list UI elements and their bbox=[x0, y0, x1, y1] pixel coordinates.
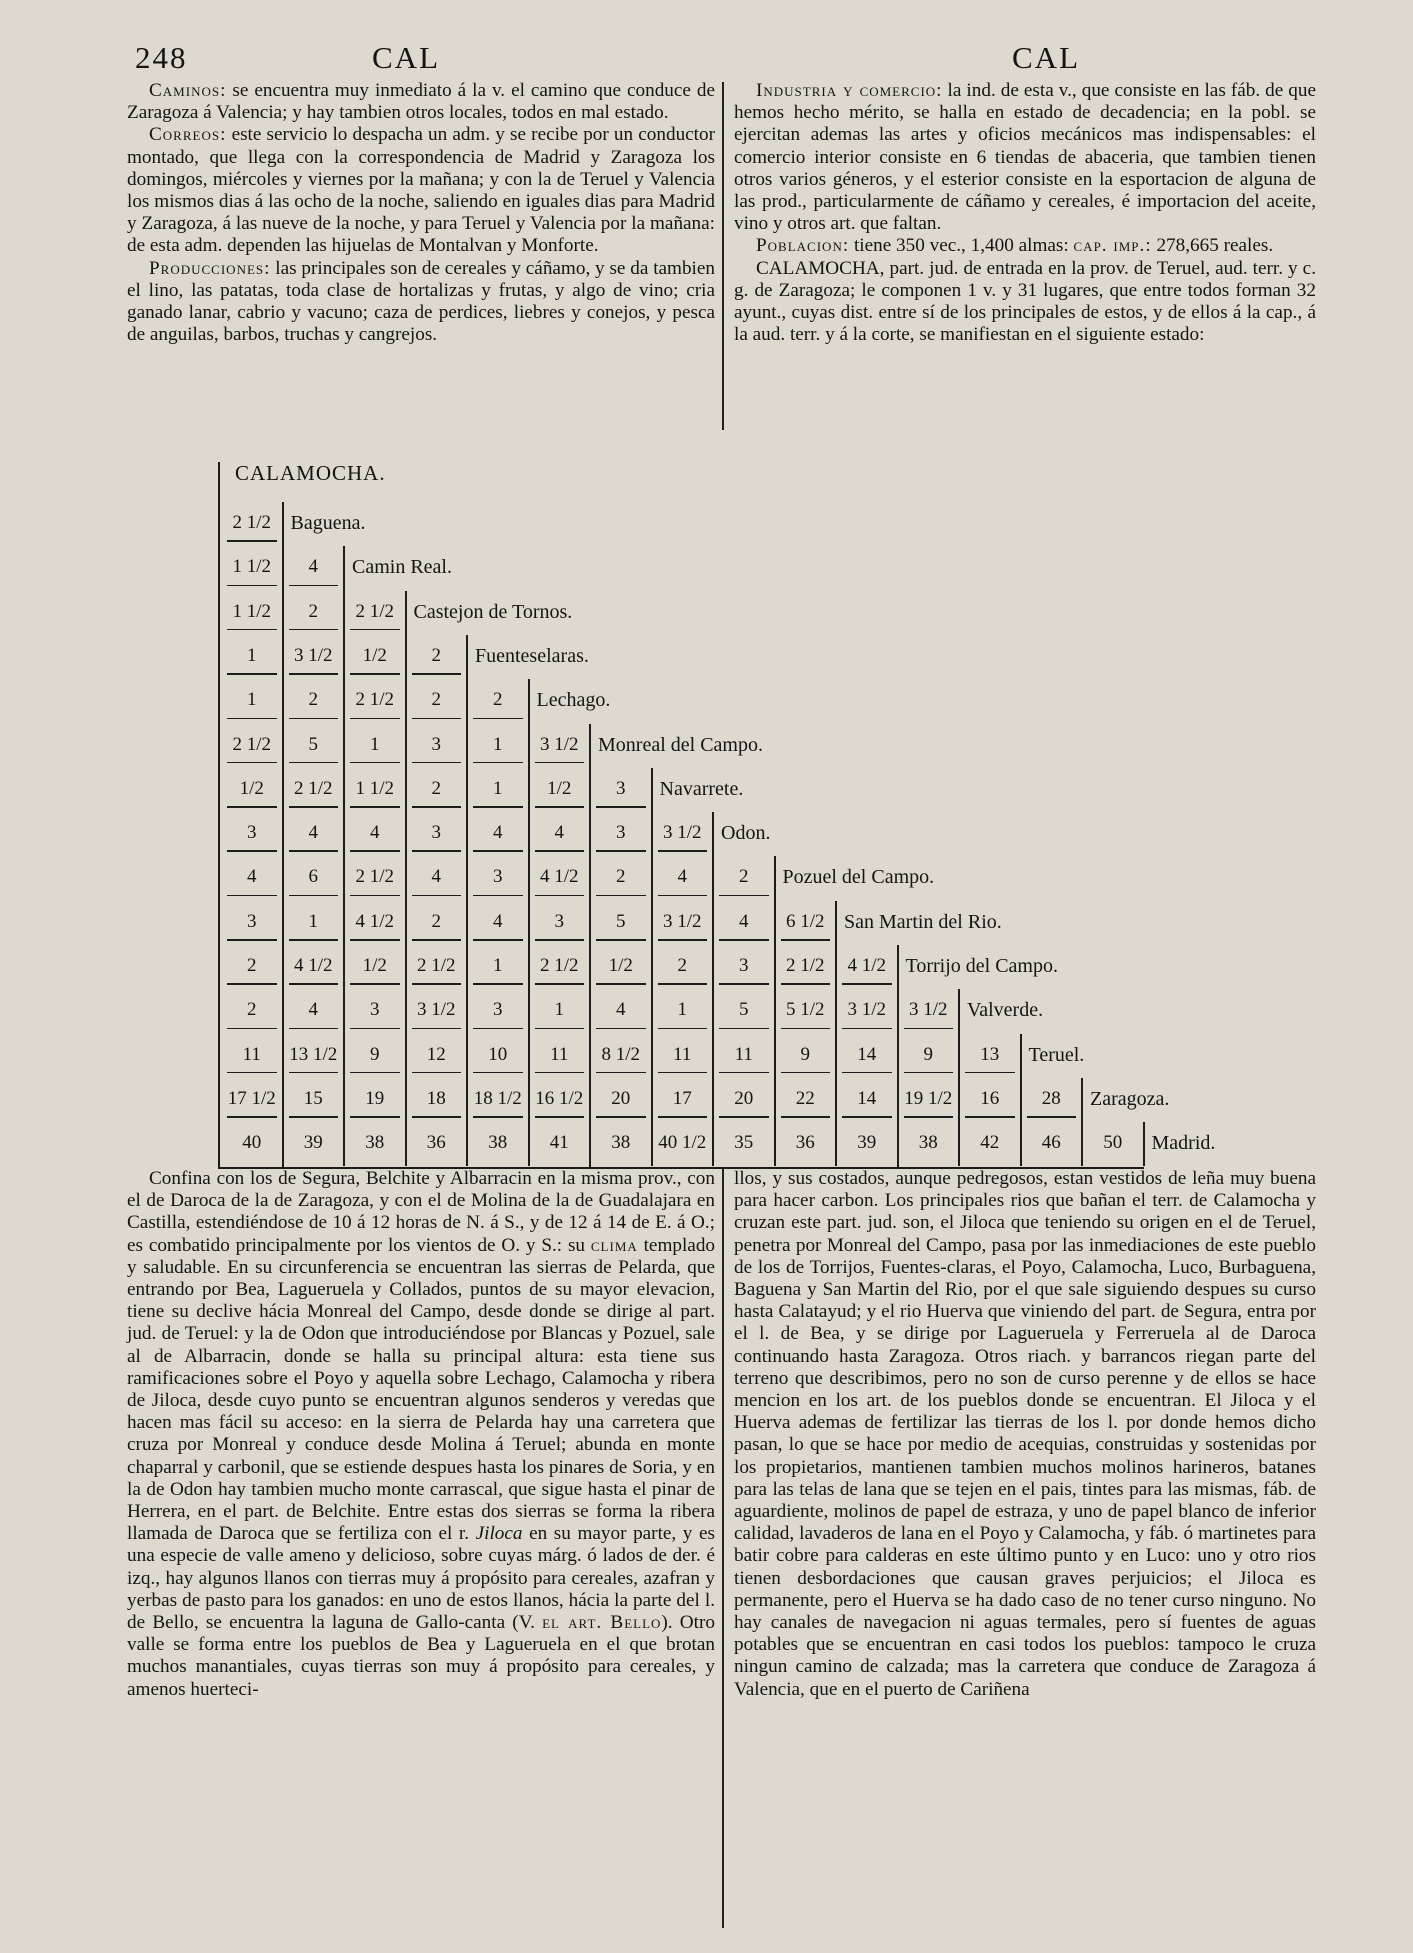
table-cell-rule bbox=[412, 895, 462, 897]
column-top-right bbox=[734, 80, 1316, 346]
table-cell: 4 bbox=[739, 910, 749, 932]
table-cell: 2 1/2 bbox=[539, 955, 579, 976]
table-cell-rule bbox=[535, 762, 585, 764]
table-cell: 9 bbox=[370, 1043, 380, 1065]
table-cell: 1 bbox=[493, 955, 503, 976]
paragraph-calamocha bbox=[734, 258, 1316, 347]
table-step-rule bbox=[712, 812, 714, 1166]
text-correos: este servicio lo despacha un adm. y se recibe por un conductor montado, que llega con la correspondencia de Madrid y Zaragoza los domingos, miércoles y viernes por la mañana; y con la de Teruel y Valencia los mismos dias á las ocho de la noche, saliendo en iguales dias para Madrid y Zaragoza, á las nueve de la noche, y para Teruel y Valencia por la mañana: de esta adm. dependen las hijuelas de Montalvan y Monforte. bbox=[127, 124, 715, 257]
table-cell-rule bbox=[473, 718, 523, 720]
table-cell: 3 1/2 bbox=[539, 733, 579, 755]
table-cell: 2 bbox=[308, 689, 318, 711]
table-cell-rule bbox=[227, 850, 277, 852]
table-cell: 2 bbox=[247, 999, 257, 1021]
table-cell-rule bbox=[227, 1028, 277, 1030]
table-cell-rule bbox=[535, 895, 585, 897]
table-cell: 3 bbox=[493, 866, 503, 888]
table-cell-rule bbox=[473, 939, 523, 941]
table-cell-rule bbox=[350, 1116, 400, 1118]
table-cell-rule bbox=[535, 939, 585, 941]
label-art-bello: el art. Bello bbox=[542, 1612, 662, 1634]
table-cell-rule bbox=[227, 540, 277, 542]
table-cell: 1 bbox=[308, 910, 318, 932]
table-cell-rule bbox=[350, 1072, 400, 1074]
table-cell: 4 1/2 bbox=[539, 866, 579, 888]
table-cell: 2 1/2 bbox=[232, 733, 272, 755]
table-cell: 3 bbox=[739, 955, 749, 976]
table-cell-rule bbox=[596, 939, 646, 941]
table-cell-rule bbox=[658, 1116, 708, 1118]
table-cell: 1 bbox=[493, 733, 503, 755]
table-cell: 3 bbox=[554, 910, 564, 932]
table-cell: 10 bbox=[488, 1043, 508, 1065]
table-cell: 16 bbox=[980, 1087, 1000, 1109]
table-cell: 4 bbox=[247, 866, 257, 888]
table-cell: 3 1/2 bbox=[662, 822, 702, 844]
table-cell: 5 bbox=[616, 910, 626, 932]
table-cell: 1 bbox=[677, 999, 687, 1021]
table-place-name: Valverde. bbox=[967, 999, 1044, 1022]
label-producciones: Producciones: bbox=[149, 257, 271, 279]
paragraph-rios bbox=[734, 1168, 1316, 1701]
table-cell: 41 bbox=[549, 1132, 569, 1154]
table-cell: 1 bbox=[370, 733, 380, 755]
table-cell-rule bbox=[412, 1028, 462, 1030]
label-correos: Correos: bbox=[149, 124, 227, 146]
table-cell: 11 bbox=[734, 1043, 753, 1065]
table-cell-rule bbox=[227, 983, 277, 985]
table-step-rule bbox=[466, 635, 468, 1167]
table-cell: 22 bbox=[795, 1087, 815, 1109]
table-cell-rule bbox=[719, 1072, 769, 1074]
table-cell: 14 bbox=[857, 1043, 877, 1065]
table-cell-rule bbox=[473, 895, 523, 897]
table-cell-rule bbox=[596, 1116, 646, 1118]
table-cell: 4 bbox=[554, 822, 564, 844]
table-cell: 11 bbox=[673, 1043, 692, 1065]
table-cell: 4 bbox=[308, 999, 318, 1021]
table-cell-rule bbox=[781, 1072, 831, 1074]
table-cell-rule bbox=[289, 1072, 339, 1074]
table-cell-rule bbox=[596, 850, 646, 852]
table-cell-rule bbox=[473, 850, 523, 852]
table-cell-rule bbox=[227, 1072, 277, 1074]
table-cell: 50 bbox=[1103, 1132, 1123, 1154]
table-cell: 5 1/2 bbox=[785, 999, 825, 1021]
table-cell: 3 1/2 bbox=[847, 999, 887, 1021]
table-cell: 2 1/2 bbox=[293, 777, 333, 799]
table-cell-rule bbox=[658, 983, 708, 985]
table-cell: 28 bbox=[1041, 1087, 1061, 1109]
table-place-name: Pozuel del Campo. bbox=[782, 866, 935, 889]
table-cell-rule bbox=[289, 895, 339, 897]
table-cell-rule bbox=[535, 806, 585, 808]
table-cell: 17 1/2 bbox=[227, 1087, 276, 1109]
table-cell: 1 bbox=[554, 999, 564, 1021]
table-cell: 3 1/2 bbox=[908, 999, 948, 1021]
table-cell-rule bbox=[289, 585, 339, 587]
table-cell: 2 bbox=[431, 644, 441, 666]
table-cell: 38 bbox=[488, 1132, 508, 1154]
table-place-name: Camin Real. bbox=[352, 556, 452, 579]
label-cap-imp: cap. imp.: bbox=[1073, 235, 1152, 257]
paragraph-producciones bbox=[127, 258, 715, 347]
table-cell: 3 bbox=[247, 822, 257, 844]
table-cell-rule bbox=[719, 1116, 769, 1118]
table-cell: 18 bbox=[426, 1087, 446, 1109]
table-cell: 17 bbox=[672, 1087, 692, 1109]
table-cell: 14 bbox=[857, 1087, 877, 1109]
table-place-name: Monreal del Campo. bbox=[598, 733, 763, 756]
table-cell-rule bbox=[658, 895, 708, 897]
column-top-left bbox=[127, 80, 715, 346]
table-cell: 18 1/2 bbox=[473, 1087, 522, 1109]
table-cell: 36 bbox=[426, 1132, 446, 1154]
table-cell-rule bbox=[350, 673, 400, 675]
table-cell-rule bbox=[412, 939, 462, 941]
table-cell: 40 1/2 bbox=[658, 1132, 707, 1154]
table-cell: 2 bbox=[431, 910, 441, 932]
table-cell: 4 bbox=[308, 556, 318, 578]
table-cell-rule bbox=[719, 895, 769, 897]
text-caminos: se encuentra muy inmediato á la v. el camino que conduce de Zaragoza á Valencia; y hay tambien otros locales, todos en mal estado. bbox=[127, 80, 715, 124]
table-place-name: Castejon de Tornos. bbox=[413, 600, 573, 623]
table-left-rule bbox=[218, 462, 220, 1169]
table-cell: 1/2 bbox=[362, 644, 387, 666]
table-cell: 1 1/2 bbox=[232, 556, 272, 578]
table-cell-rule bbox=[842, 983, 892, 985]
text-producciones: las principales son de cereales y cáñamo, y se da tambien el lino, las patatas, toda clase de hortalizas y frutas, y algo de vino; cria ganado lanar, cabrio y vacuno; caza de perdices, liebres y conejos, y pesca de anguilas, barbos, truchas y cangrejos. bbox=[127, 257, 715, 346]
table-cell: 4 bbox=[308, 822, 318, 844]
table-cell-rule bbox=[289, 673, 339, 675]
table-cell-rule bbox=[842, 1116, 892, 1118]
table-cell: 2 1/2 bbox=[785, 955, 825, 976]
table-cell: 46 bbox=[1041, 1132, 1061, 1154]
table-cell: 9 bbox=[800, 1043, 810, 1065]
table-cell: 1/2 bbox=[608, 955, 633, 976]
table-cell-rule bbox=[535, 1116, 585, 1118]
paragraph-caminos bbox=[127, 80, 715, 124]
table-cell-rule bbox=[350, 939, 400, 941]
table-cell: 3 bbox=[370, 999, 380, 1021]
table-cell-rule bbox=[227, 629, 277, 631]
table-cell: 40 bbox=[242, 1132, 262, 1154]
table-cell: 1 bbox=[247, 644, 257, 666]
table-cell: 2 bbox=[431, 689, 441, 711]
table-cell-rule bbox=[473, 1072, 523, 1074]
table-cell-rule bbox=[1027, 1116, 1077, 1118]
label-clima: clima bbox=[590, 1234, 638, 1256]
table-place-name: Odon. bbox=[721, 822, 771, 845]
table-cell-rule bbox=[596, 806, 646, 808]
table-cell-rule bbox=[350, 629, 400, 631]
text-bello: ). Otro valle se forma entre los pueblos de Bea y Lagueruela en el que brotan muchos manantiales, cuyas tierras son muy á propósito para cereales, y amenos huerteci- bbox=[127, 1612, 715, 1700]
table-cell-rule bbox=[719, 1028, 769, 1030]
table-cell: 3 1/2 bbox=[416, 999, 456, 1021]
table-cell: 3 bbox=[431, 733, 441, 755]
table-cell: 1/2 bbox=[547, 777, 572, 799]
table-cell: 4 bbox=[493, 910, 503, 932]
table-cell: 3 bbox=[616, 777, 626, 799]
table-cell: 3 bbox=[616, 822, 626, 844]
label-industria: Industria y comercio: bbox=[756, 80, 943, 101]
table-cell-rule bbox=[350, 1028, 400, 1030]
table-cell: 6 bbox=[308, 866, 318, 888]
table-cell: 38 bbox=[365, 1132, 385, 1154]
table-cell: 38 bbox=[918, 1132, 938, 1154]
table-cell-rule bbox=[350, 895, 400, 897]
table-cell: 2 bbox=[493, 689, 503, 711]
table-cell: 1/2 bbox=[239, 777, 264, 799]
table-cell: 20 bbox=[734, 1087, 754, 1109]
table-cell: 3 bbox=[431, 822, 441, 844]
text-jiloca: en su mayor parte, y es una especie de valle ameno y delicioso, sobre cuyas márg. ó lados de der. é izq., hay algunos llanos con tierras muy á propósito para cereales, azafran y yerbas de pasto para los ganados: en uno de estos llanos, hácia la parte del l. de Bello, se encuentra la laguna de Gallo-canta (V. bbox=[127, 1523, 715, 1634]
table-cell-rule bbox=[289, 850, 339, 852]
table-cell-rule bbox=[350, 850, 400, 852]
table-cell: 4 bbox=[677, 866, 687, 888]
table-cell: 8 1/2 bbox=[601, 1043, 641, 1065]
label-caminos: Caminos: bbox=[149, 80, 227, 101]
table-cell: 39 bbox=[303, 1132, 323, 1154]
table-cell: 6 1/2 bbox=[785, 910, 825, 932]
table-cell-rule bbox=[473, 1028, 523, 1030]
table-cell: 19 bbox=[365, 1087, 385, 1109]
table-cell-rule bbox=[412, 673, 462, 675]
table-place-name: Zaragoza. bbox=[1090, 1087, 1170, 1110]
table-cell: 2 bbox=[739, 866, 749, 888]
table-cell: 35 bbox=[734, 1132, 754, 1154]
table-cell-rule bbox=[535, 1028, 585, 1030]
table-cell-rule bbox=[289, 983, 339, 985]
table-cell: 2 1/2 bbox=[355, 600, 395, 622]
table-cell-rule bbox=[842, 1072, 892, 1074]
table-cell: 5 bbox=[739, 999, 749, 1021]
table-cell-rule bbox=[842, 1028, 892, 1030]
table-cell: 1 1/2 bbox=[232, 600, 272, 622]
table-cell: 3 bbox=[493, 999, 503, 1021]
table-cell: 1 bbox=[247, 689, 257, 711]
table-cell: 3 bbox=[247, 910, 257, 932]
table-cell-rule bbox=[227, 806, 277, 808]
table-step-rule bbox=[343, 546, 345, 1166]
table-cell-rule bbox=[227, 762, 277, 764]
text-confina: Confina con los de Segura, Belchite y Albarracin en la misma prov., con el de Daroca de la de Zaragoza, y con el de Molina de la de Guadalajara en Castilla, estendiéndose de 10 á 12 horas de N. á S., y de 12 á 14 de E. á O.; es combatido principalmente por los vientos de O. y S.: su bbox=[127, 1168, 715, 1256]
table-cell-rule bbox=[227, 718, 277, 720]
table-cell-rule bbox=[658, 1072, 708, 1074]
table-cell-rule bbox=[904, 1028, 954, 1030]
table-cell: 2 bbox=[677, 955, 687, 976]
column-divider-top bbox=[722, 82, 724, 430]
table-cell: 38 bbox=[611, 1132, 631, 1154]
table-cell: 2 bbox=[247, 955, 257, 976]
paragraph-confina bbox=[127, 1168, 715, 1701]
table-cell: 11 bbox=[550, 1043, 569, 1065]
table-cell-rule bbox=[289, 1028, 339, 1030]
table-cell-rule bbox=[227, 673, 277, 675]
table-cell-rule bbox=[965, 1116, 1015, 1118]
table-cell-rule bbox=[412, 1116, 462, 1118]
table-cell-rule bbox=[658, 939, 708, 941]
table-cell-rule bbox=[596, 895, 646, 897]
table-place-name: Baguena. bbox=[290, 512, 366, 534]
table-cell: 3 1/2 bbox=[662, 910, 702, 932]
text-clima: templado y saludable. En su circunferencia se encuentran las sierras de Pelarda, que entrando por Bea, Lagueruela y Collados, puntos de su mayor elevacion, tiene su declive hácia Monreal del Campo, desde donde se dirige al part. jud. de Teruel: y la de Odon que introduciéndose por Blancas y Pozuel, sale al de Albarracin, donde se halla su principal altura: esta tiene sus ramificaciones sobre el Poyo y aquella sobre Lechago, Calamocha y ribera de Jiloca, desde cuyo punto se encuentran algunos senderos y veredas que hacen mas fácil su acceso: en la sierra de Pelarda hay una carretera que cruza por Monreal y conduce desde Molina á Teruel; abunda en monte chaparral y carbonil, que se estiende despues hasta los pinares de Soria, y en la de Odon hay tambien mucho monte carrascal, que sigue hasta el pinar de Herrera, en el part. de Belchite. Entre estas dos sierras se forma la ribera llamada de Daroca que se fertiliza con el r. bbox=[127, 1234, 716, 1545]
table-cell-rule bbox=[289, 629, 339, 631]
table-place-name: Fuenteselaras. bbox=[475, 644, 589, 667]
table-cell-rule bbox=[781, 1028, 831, 1030]
table-cell: 5 bbox=[308, 733, 318, 755]
table-cell-rule bbox=[473, 806, 523, 808]
table-cell: 15 bbox=[303, 1087, 323, 1109]
table-cell-rule bbox=[289, 806, 339, 808]
table-cell: 16 1/2 bbox=[535, 1087, 584, 1109]
paragraph-industria bbox=[734, 80, 1316, 235]
table-place-name: Lechago. bbox=[536, 689, 611, 712]
table-place-name: Torrijo del Campo. bbox=[905, 955, 1058, 977]
table-cell-rule bbox=[535, 850, 585, 852]
table-cell: 1 1/2 bbox=[355, 777, 395, 799]
label-poblacion: Poblacion: bbox=[756, 235, 850, 257]
table-cell-rule bbox=[350, 983, 400, 985]
running-head-right: CAL bbox=[1012, 40, 1080, 75]
table-cell-rule bbox=[289, 718, 339, 720]
table-cell: 4 1/2 bbox=[293, 955, 333, 976]
text-rios: llos, y sus costados, aunque pedregosos, estan vestidos de leña muy buena para hacer carbon. Los principales rios que bañan el terr. de Calamocha y cruzan este part. jud. son, el Jiloca que teniendo su origen en el de Teruel, penetra por Monreal del Campo, pasa por las inmediaciones de este pueblo de los de Torrijos, Fuentes-claras, el Poyo, Calamocha, Luco, Burbaguena, Baguena y San Martin del Rio, por el que sale siguiendo despues su curso hasta Calatayud; y el rio Huerva que viniendo del part. de Segura, entra por el l. de Bea, y se dirige por Lagueruela y Ferreruela al de Daroca continuando hasta Zaragoza. Otros riach. y barrancos riegan parte del terreno que describimos, pero no son de curso perenne y de ellos se hace mencion en los art. de los pueblos donde se encuentran. El Jiloca y el Huerva ademas de fertilizar las tierras de los l. por donde hemos dicho pasan, lo que se hace por medio de acequias, construidas y sostenidas por los propietarios, mantienen tambien muchos molinos harineros, batanes para las telas de lana que se tejen en el pais, tintes para las mismas, fáb. de aguardiente, molinos de papel de estraza, y uno de papel blanco de inferior calidad, lavaderos de lana en el Poyo y Calamocha, y fáb. ó martinetes para batir cobre para calderas en este último punto y en Luco: uno y otro rios tienen desbordaciones que causan graves perjuicios; el Jiloca es permanente, pero el Huerva se ha dado caso de no tener curso ninguno. No hay canales de navegacion ni aguas termales, pero sí fuentes de aguas potables que se encuentran en casi todos los pueblos: tampoco le cruza ningun camino de calzada; mas la carretera que conduce de Zaragoza á Valencia, que en el puerto de Cariñena bbox=[734, 1168, 1316, 1700]
table-cell-rule bbox=[412, 1072, 462, 1074]
table-step-rule bbox=[835, 901, 837, 1167]
table-place-name: Madrid. bbox=[1151, 1132, 1216, 1155]
table-place-name: Teruel. bbox=[1028, 1043, 1085, 1066]
table-cell: 3 1/2 bbox=[293, 644, 333, 666]
table-cell: 19 1/2 bbox=[904, 1087, 953, 1109]
table-cell-rule bbox=[473, 762, 523, 764]
table-cell-rule bbox=[350, 806, 400, 808]
table-cell-rule bbox=[350, 718, 400, 720]
table-cell-rule bbox=[227, 1116, 277, 1118]
table-cell-rule bbox=[535, 983, 585, 985]
text-calamocha: CALAMOCHA, part. jud. de entrada en la prov. de Teruel, aud. terr. y c. g. de Zaragoza; le componen 1 v. y 31 lugares, que entre todos forman 32 ayunt., cuyas dist. entre sí de los principales de estos, y de ellos á la cap., á la aud. terr. y á la corte, se manifiestan en el siguiente estado: bbox=[734, 257, 1316, 346]
table-cell-rule bbox=[658, 850, 708, 852]
table-cell: 4 bbox=[370, 822, 380, 844]
table-cell: 1/2 bbox=[362, 955, 387, 976]
table-cell-rule bbox=[596, 1072, 646, 1074]
column-divider-bottom bbox=[722, 1168, 724, 1928]
table-place-name: San Martin del Rio. bbox=[844, 910, 1002, 933]
paragraph-correos bbox=[127, 124, 715, 257]
table-cell: 20 bbox=[611, 1087, 631, 1109]
paragraph-poblacion bbox=[734, 235, 1316, 257]
table-cell: 4 1/2 bbox=[355, 910, 395, 932]
table-cell-rule bbox=[719, 983, 769, 985]
table-cell-rule bbox=[289, 1116, 339, 1118]
table-cell-rule bbox=[535, 1072, 585, 1074]
table-cell-rule bbox=[412, 718, 462, 720]
table-cell: 11 bbox=[242, 1043, 261, 1065]
table-cell: 1 bbox=[493, 777, 503, 799]
column-bottom-right bbox=[734, 1168, 1316, 1701]
table-cell-rule bbox=[350, 762, 400, 764]
table-cell: 2 1/2 bbox=[355, 866, 395, 888]
table-cell-rule bbox=[289, 939, 339, 941]
table-cell-rule bbox=[904, 1116, 954, 1118]
table-cell: 4 bbox=[493, 822, 503, 844]
table-place-name: Navarrete. bbox=[659, 777, 744, 800]
table-cell-rule bbox=[412, 983, 462, 985]
table-cell-rule bbox=[473, 983, 523, 985]
table-cell-rule bbox=[227, 895, 277, 897]
text-jiloca-italic: Jiloca bbox=[475, 1523, 523, 1545]
table-cell: 39 bbox=[857, 1132, 877, 1154]
table-cell-rule bbox=[781, 983, 831, 985]
table-cell-rule bbox=[227, 939, 277, 941]
table-cell-rule bbox=[412, 806, 462, 808]
table-cell: 4 bbox=[616, 999, 626, 1021]
table-cell-rule bbox=[596, 983, 646, 985]
table-cell-rule bbox=[781, 1116, 831, 1118]
table-cell: 42 bbox=[980, 1132, 1000, 1154]
table-cell: 2 bbox=[616, 866, 626, 888]
table-cell: 2 bbox=[308, 600, 318, 622]
table-cell: 2 bbox=[431, 777, 441, 799]
table-step-rule bbox=[1143, 1122, 1145, 1166]
table-cell-rule bbox=[965, 1072, 1015, 1074]
table-cell: 4 1/2 bbox=[847, 955, 887, 976]
text-cap-imp: 278,665 reales. bbox=[1151, 235, 1274, 257]
table-cell: 4 bbox=[431, 866, 441, 888]
table-cell-rule bbox=[227, 585, 277, 587]
table-cell-rule bbox=[412, 762, 462, 764]
table-cell-rule bbox=[289, 762, 339, 764]
text-industria: la ind. de esta v., que consiste en las fáb. de que hemos hecho mérito, se halla en estado de decadencia; en la pobl. se ejercitan ademas las artes y oficios mecánicos mas indispensables: el comercio interior consiste en 6 tiendas de abaceria, que tambien tienen otros varios géneros, y el esterior consiste en la esportacion de alguna de las prod., particularmente de cáñamo y cereales, é importacion del aceite, vino y otros art. que faltan. bbox=[734, 80, 1316, 235]
running-head-left: CAL bbox=[372, 40, 440, 75]
table-cell-rule bbox=[658, 1028, 708, 1030]
table-cell-rule bbox=[412, 850, 462, 852]
table-cell: 36 bbox=[795, 1132, 815, 1154]
table-title: CALAMOCHA. bbox=[235, 461, 386, 485]
table-cell-rule bbox=[596, 1028, 646, 1030]
table-cell: 2 1/2 bbox=[416, 955, 456, 976]
table-cell: 12 bbox=[426, 1043, 446, 1065]
table-cell: 13 bbox=[980, 1043, 1000, 1065]
text-poblacion: tiene 350 vec., 1,400 almas: bbox=[849, 235, 1074, 257]
table-cell: 13 1/2 bbox=[289, 1043, 338, 1065]
table-cell-rule bbox=[473, 1116, 523, 1118]
table-cell: 9 bbox=[923, 1043, 933, 1065]
table-cell-rule bbox=[904, 1072, 954, 1074]
table-cell: 2 1/2 bbox=[355, 689, 395, 711]
table-cell-rule bbox=[719, 939, 769, 941]
table-cell-rule bbox=[781, 939, 831, 941]
column-bottom-left bbox=[127, 1168, 715, 1701]
page-number: 248 bbox=[135, 40, 188, 75]
table-cell: 2 1/2 bbox=[232, 512, 272, 533]
